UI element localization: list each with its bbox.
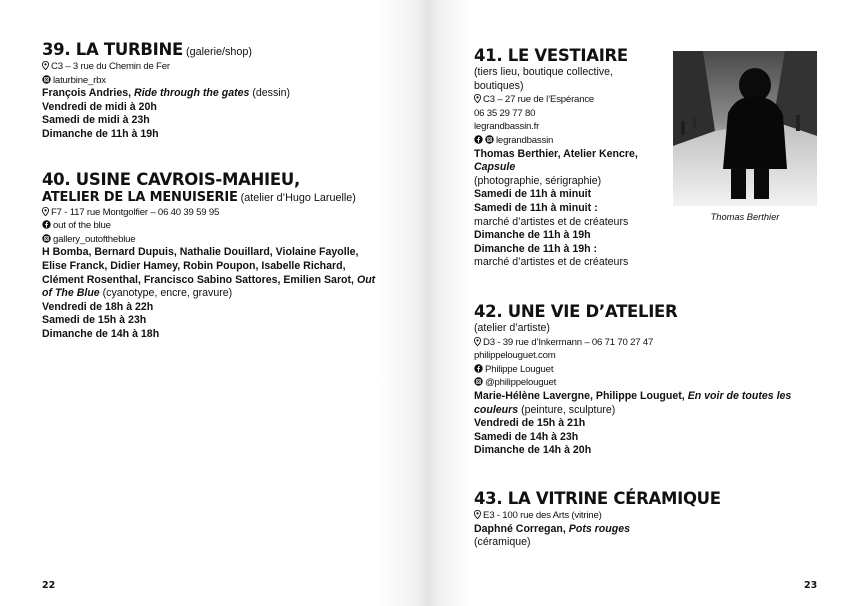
- venue-type: (atelier d’Hugo Laruelle): [237, 192, 356, 204]
- facebook-page: out of the blue: [53, 220, 111, 232]
- entry-43: [474, 489, 854, 550]
- address: C3 – 27 rue de l’Espérance: [483, 94, 595, 106]
- page-number: 23: [804, 580, 818, 591]
- work-title: couleurs: [474, 403, 519, 416]
- work-title: Out: [356, 273, 376, 286]
- address-phone: D3 - 39 rue d’Inkermann – 06 71 70 27 47: [483, 336, 654, 348]
- address: C3 – 3 rue du Chemin de Fer: [51, 61, 170, 72]
- social-handle: legrandbassin: [496, 134, 554, 146]
- hours-friday: Vendredi de midi à 20h: [42, 100, 157, 113]
- entry-title: 39. LA TURBINE: [42, 40, 183, 59]
- hours-sunday-market: Dimanche de 11h à 19h :: [474, 242, 598, 255]
- artists: Marie-Hélène Lavergne, Philippe Louguet,: [474, 389, 688, 402]
- market-note: marché d’artistes et de créateurs: [474, 215, 629, 228]
- hours-friday: Vendredi de 18h à 22h: [42, 300, 154, 313]
- hours-saturday: Samedi de midi à 23h: [42, 114, 150, 127]
- entry-title: 41. LE VESTIAIRE: [474, 46, 628, 65]
- medium: (céramique): [474, 536, 531, 549]
- address-phone: F7 - 117 rue Montgolfier – 06 40 39 59 95: [51, 206, 220, 218]
- facebook-icon: [474, 135, 483, 144]
- hours-saturday-market: Samedi de 11h à minuit :: [474, 201, 598, 214]
- venue-type: (tiers lieu, boutique collective,: [474, 66, 613, 78]
- location-pin-icon: [42, 207, 49, 216]
- hours-saturday: Samedi de 14h à 23h: [474, 430, 579, 443]
- page-number: 22: [42, 580, 56, 591]
- entry-title: 43. LA VITRINE CÉRAMIQUE: [474, 489, 721, 508]
- artists: François Andries,: [42, 87, 135, 100]
- artists: Clément Rosenthal, Francisco Sabino Sattores, Emilien Sarot,: [42, 273, 357, 286]
- artists: Daphné Corregan,: [474, 522, 569, 535]
- hours-saturday: Samedi de 11h à minuit: [474, 188, 592, 201]
- venue-type: (atelier d’artiste): [474, 322, 550, 334]
- entry-41: [474, 46, 674, 270]
- address: E3 - 100 rue des Arts (vitrine): [483, 510, 602, 521]
- website: legrandbassin.fr: [474, 121, 540, 133]
- venue-type: (galerie/shop): [182, 46, 252, 58]
- artists: Elise Franck, Didier Hamey, Robin Poupon, Isabelle Richard,: [42, 259, 346, 272]
- right-page: [429, 0, 859, 606]
- work-title: Capsule: [474, 161, 516, 174]
- website: philippelouguet.com: [474, 350, 556, 362]
- hours-sunday: Dimanche de 11h à 19h: [42, 127, 159, 140]
- instagram-handle: @philippelouguet: [485, 377, 557, 389]
- medium: (cyanotype, encre, gravure): [99, 287, 233, 300]
- instagram-handle: gallery_outoftheblue: [53, 233, 136, 245]
- instagram-icon: [485, 135, 494, 144]
- facebook-icon: [42, 220, 51, 229]
- phone: 06 35 29 77 80: [474, 107, 536, 119]
- artists: H Bomba, Bernard Dupuis, Nathalie Douillard, Violaine Fayolle,: [42, 246, 359, 259]
- instagram-icon: [474, 377, 483, 386]
- photo-caption: Thomas Berthier: [710, 212, 780, 222]
- hours-saturday: Samedi de 15h à 23h: [42, 314, 147, 327]
- medium: (dessin): [249, 87, 291, 100]
- entry-40: [42, 170, 427, 342]
- facebook-page: Philippe Louguet: [485, 363, 554, 375]
- artists: Thomas Berthier, Atelier Kencre,: [474, 147, 638, 160]
- artist-photo: [673, 51, 817, 206]
- medium: (peinture, sculpture): [518, 403, 616, 416]
- instagram-icon: [42, 234, 51, 243]
- left-page: [0, 0, 429, 606]
- instagram-handle: laturbine_rbx: [53, 74, 106, 86]
- entry-42: [474, 302, 854, 458]
- market-note: marché d’artistes et de créateurs: [474, 256, 629, 269]
- entry-title: 42. UNE VIE D’ATELIER: [474, 302, 678, 321]
- instagram-icon: [42, 75, 51, 84]
- entry-subtitle: ATELIER DE LA MENUISERIE: [42, 190, 238, 205]
- work-title: Pots rouges: [568, 522, 631, 535]
- medium: (photographie, sérigraphie): [474, 174, 602, 187]
- work-title: of The Blue: [42, 287, 100, 300]
- work-title: Ride through the gates: [134, 87, 250, 100]
- work-title: En voir de toutes les: [687, 389, 792, 402]
- location-pin-icon: [474, 94, 481, 103]
- venue-type: boutiques): [474, 79, 524, 92]
- location-pin-icon: [474, 337, 481, 346]
- hours-sunday: Dimanche de 14h à 18h: [42, 327, 160, 340]
- location-pin-icon: [474, 510, 481, 519]
- hours-sunday: Dimanche de 14h à 20h: [474, 444, 592, 457]
- hours-friday: Vendredi de 15h à 21h: [474, 417, 586, 430]
- location-pin-icon: [42, 61, 49, 70]
- entry-39: [42, 40, 422, 142]
- hours-sunday: Dimanche de 11h à 19h: [474, 229, 591, 242]
- entry-title: 40. USINE CAVROIS-MAHIEU,: [42, 170, 300, 189]
- facebook-icon: [474, 364, 483, 373]
